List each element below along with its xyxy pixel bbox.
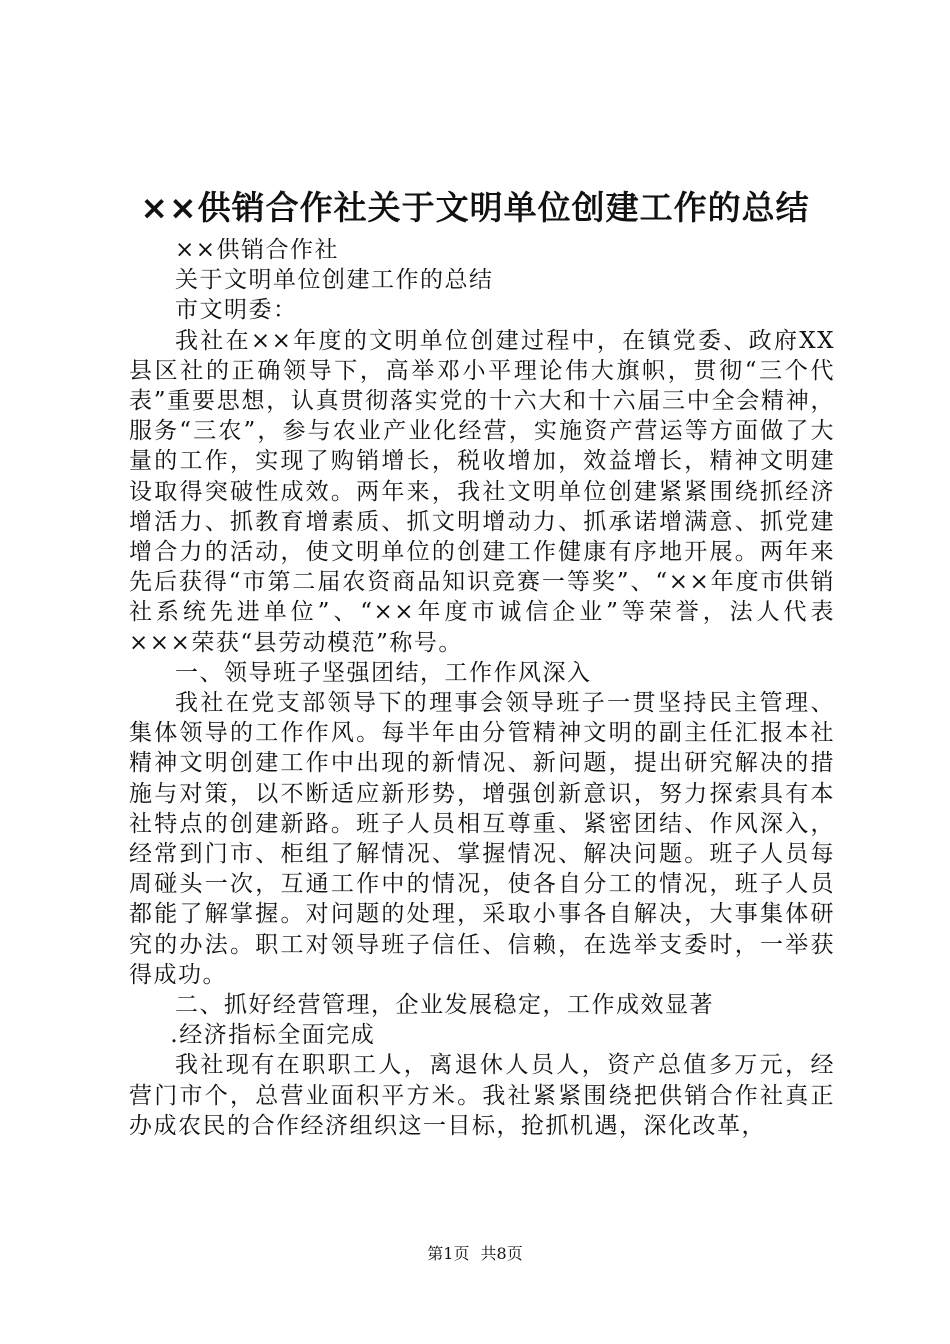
salutation-line: 市文明委：	[175, 297, 298, 324]
page-total: 共8页	[480, 1244, 523, 1263]
page-number: 第1页	[427, 1244, 470, 1263]
intro-paragraph: 我社在××年度的文明单位创建过程中，在镇党委、政府XX县区社的正确领导下，高举邓小平理论伟大旗帜，贯彻“三个代表”重要思想，认真贯彻落实党的十六大和十六届三中全会精神，服务“三农”，参与农业产业化经营，实施资产营运等方面做了大量的工作，实现了购销增长，税收增加，效益增长，精神文明建设取得突破性成效。两年来，我社文明单位创建紧紧围绕抓经济增活力、抓教育增素质、抓文明增动力、抓承诺增满意、抓党建增合力的活动，使文明单位的创建工作健康有序地开展。两年来先后获得“市第二届农资商品知识竞赛一等奖”、“××年度市供销社系统先进单位”、“××年度市诚信企业”等荣誉，法人代表×××荣获“县劳动模范”称号。	[129, 327, 835, 656]
document-body	[129, 235, 835, 1141]
org-name-line: ××供销合作社	[175, 237, 340, 263]
section-2-paragraph: 我社现有在职职工人，离退休人员人，资产总值多万元，经营门市个，总营业面积平方米。我社紧紧围绕把供销合作社真正办成农民的合作经济组织这一目标，抢抓机遇，深化改革，	[129, 1052, 835, 1139]
section-heading-2: 二、抓好经营管理，企业发展稳定，工作成效显著	[175, 992, 714, 1019]
section-heading-1: 一、领导班子坚强团结，工作作风深入	[175, 659, 592, 686]
page-footer	[0, 1243, 950, 1265]
document-title: ××供销合作社关于文明单位创建工作的总结	[140, 188, 810, 227]
subsection-heading: .经济指标全面完成	[170, 1022, 376, 1049]
subtitle-line: 关于文明单位创建工作的总结	[175, 267, 494, 294]
section-1-paragraph: 我社在党支部领导下的理事会领导班子一贯坚持民主管理、集体领导的工作作风。每半年由分管精神文明的副主任汇报本社精神文明创建工作中出现的新情况、新问题，提出研究解决的措施与对策，以不断适应新形势，增强创新意识，努力探索具有本社特点的创建新路。班子人员相互尊重、紧密团结、作风深入，经常到门市、柜组了解情况、掌握情况、解决问题。班子人员每周碰头一次，互通工作中的情况，使各自分工的情况，班子人员都能了解掌握。对问题的处理，采取小事各自解决，大事集体研究的办法。职工对领导班子信任、信赖，在选举支委时，一举获得成功。	[129, 690, 835, 988]
